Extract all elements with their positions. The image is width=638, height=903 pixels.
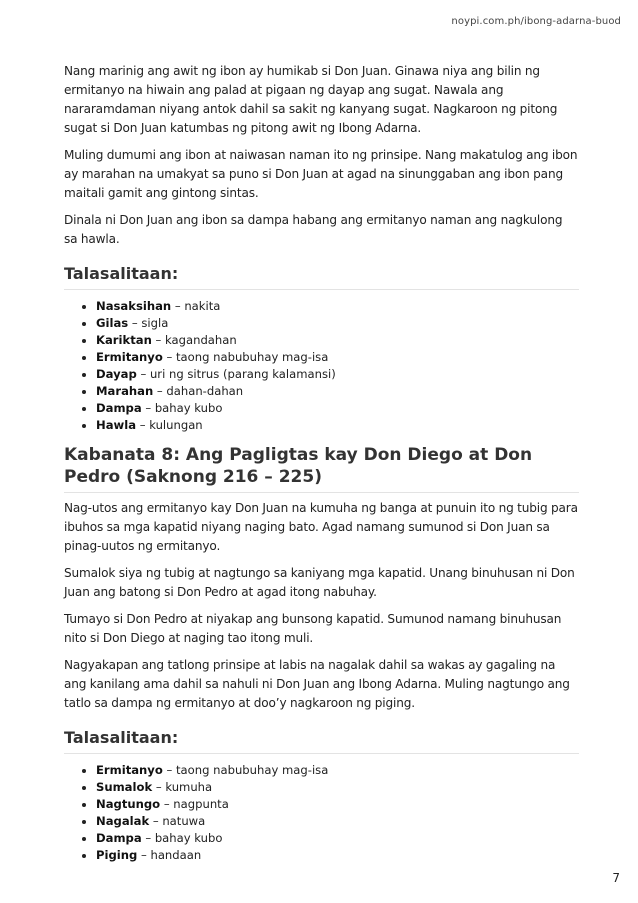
vocabulary-item — [96, 779, 579, 796]
vocabulary-term: Dayap — [96, 367, 137, 381]
vocabulary-item — [96, 813, 579, 830]
paragraph: Nang marinig ang awit ng ibon ay humikab si Don Juan. Ginawa niya ang bilin ng ermitanyo na hiwain ang palad at pigaan ng dayap ang sugat. Nawala ang nararamdaman niyang antok dahil sa sakit ng kanyang sugat. Nagkaroon ng pitong sugat si Don Juan katumbas ng pitong awit ng Ibong Adarna. — [64, 64, 558, 135]
vocabulary-definition: – dahan-dahan — [153, 384, 244, 398]
vocabulary-term: Dampa — [96, 401, 142, 415]
vocabulary-term: Piging — [96, 848, 138, 862]
vocabulary-definition: – kumuha — [152, 780, 213, 794]
page-source-url: noypi.com.ph/ibong-adarna-buod — [451, 16, 621, 27]
vocabulary-definition: – bahay kubo — [141, 401, 223, 415]
vocabulary-definition: – kagandahan — [151, 333, 237, 347]
vocabulary-item — [96, 315, 579, 332]
paragraph: Tumayo si Don Pedro at niyakap ang bunsong kapatid. Sumunod namang binuhusan nito si Don Diego at naging tao itong muli. — [64, 612, 562, 645]
paragraph: Muling dumumi ang ibon at naiwasan naman ito ng prinsipe. Nang makatulog ang ibon ay marahan na umakyat sa puno si Don Juan at agad na sinunggaban ang ibon pang maitali gamit ang gintong sintas. — [64, 148, 578, 200]
chapter-heading: Kabanata 8: Ang Pagligtas kay Don Diego at Don Pedro (Saknong 216 – 225) — [64, 444, 579, 493]
vocabulary-term: Kariktan — [96, 333, 152, 347]
paragraph: Nag-utos ang ermitanyo kay Don Juan na kumuha ng banga at punuin ito ng tubig para ibuhos sa mga kapatid niyang naging bato. Agad namang sumunod si Don Juan sa pinag-uutos ng ermitanyo. — [64, 501, 578, 553]
vocabulary-item — [96, 796, 579, 813]
vocabulary-item — [96, 383, 579, 400]
vocabulary-definition: – bahay kubo — [141, 831, 223, 845]
vocabulary-definition: – handaan — [137, 848, 202, 862]
vocabulary-definition: – taong nabubuhay mag-isa — [162, 350, 329, 364]
vocabulary-definition: – natuwa — [149, 814, 206, 828]
vocabulary-definition: – kulungan — [136, 418, 203, 432]
vocabulary-item — [96, 366, 579, 383]
page-number: 7 — [612, 871, 620, 885]
vocabulary-item — [96, 400, 579, 417]
vocabulary-term: Sumalok — [96, 780, 153, 794]
paragraph: Dinala ni Don Juan ang ibon sa dampa habang ang ermitanyo naman ang nagkulong sa hawla. — [64, 213, 563, 246]
vocabulary-item — [96, 762, 579, 779]
vocabulary-definition: – taong nabubuhay mag-isa — [162, 763, 329, 777]
vocabulary-item — [96, 349, 579, 366]
vocabulary-item — [96, 298, 579, 315]
vocabulary-definition: – sigla — [128, 316, 169, 330]
vocabulary-heading: Talasalitaan: — [64, 727, 579, 754]
vocabulary-term: Nagtungo — [96, 797, 161, 811]
vocabulary-item — [96, 417, 579, 434]
vocabulary-term: Nagalak — [96, 814, 150, 828]
vocabulary-definition: – nakita — [171, 299, 221, 313]
paragraph: Sumalok siya ng tubig at nagtungo sa kaniyang mga kapatid. Unang binuhusan ni Don Juan ang batong si Don Pedro at agad itong nabuhay. — [64, 566, 575, 599]
vocabulary-item — [96, 830, 579, 847]
vocabulary-list — [64, 762, 579, 864]
vocabulary-term: Marahan — [96, 384, 154, 398]
vocabulary-definition: – nagpunta — [160, 797, 229, 811]
vocabulary-item — [96, 847, 579, 864]
vocabulary-term: Nasaksihan — [96, 299, 172, 313]
vocabulary-term: Hawla — [96, 418, 137, 432]
vocabulary-heading: Talasalitaan: — [64, 263, 579, 290]
vocabulary-term: Dampa — [96, 831, 142, 845]
vocabulary-term: Ermitanyo — [96, 350, 163, 364]
document-content — [64, 62, 579, 870]
vocabulary-list — [64, 298, 579, 434]
vocabulary-term: Ermitanyo — [96, 763, 163, 777]
vocabulary-item — [96, 332, 579, 349]
vocabulary-definition: – uri ng sitrus (parang kalamansi) — [136, 367, 336, 381]
vocabulary-term: Gilas — [96, 316, 129, 330]
paragraph: Nagyakapan ang tatlong prinsipe at labis na nagalak dahil sa wakas ay gagaling na ang kanilang ama dahil sa nahuli ni Don Juan ang Ibong Adarna. Muling nagtungo ang tatlo sa dampa ng ermitanyo at doo’y nagkaroon ng piging. — [64, 658, 570, 710]
